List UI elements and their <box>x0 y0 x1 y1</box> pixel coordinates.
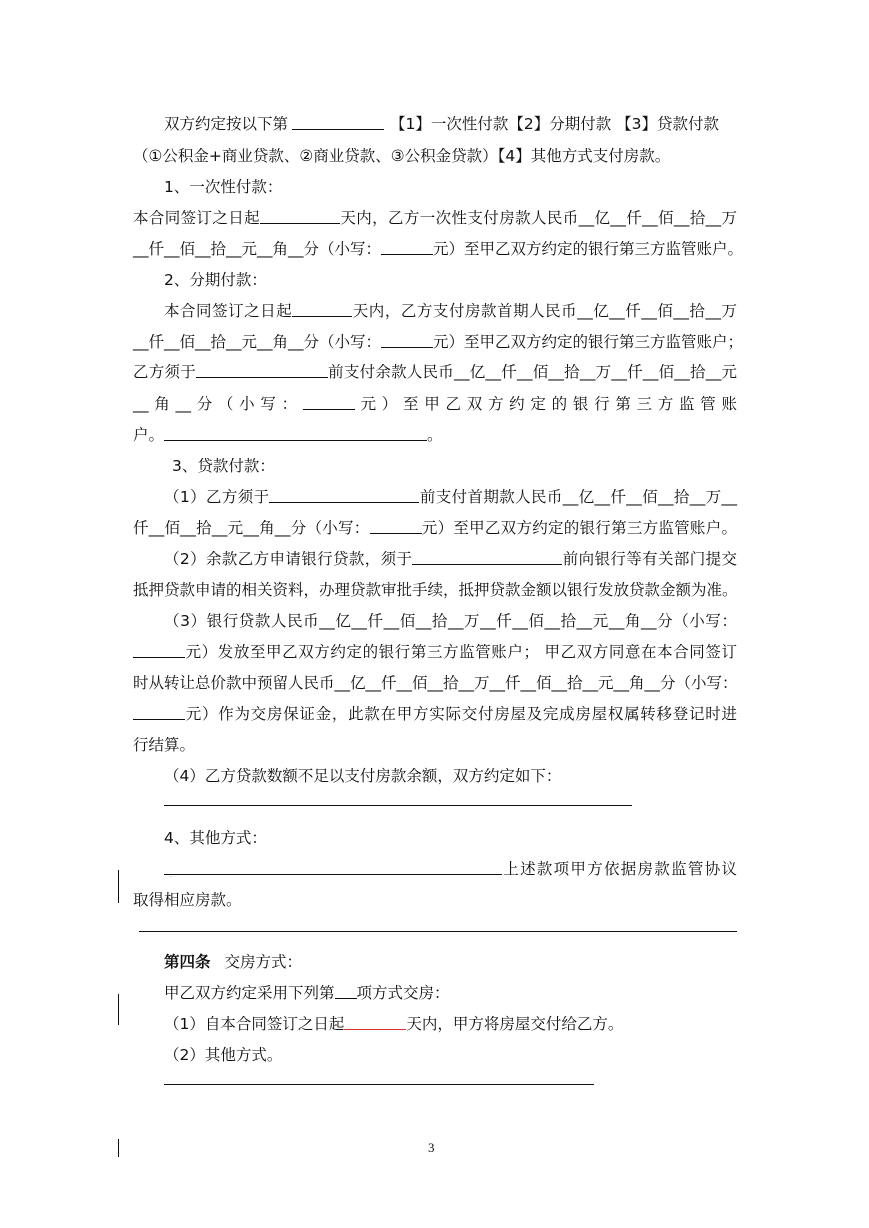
loan-line-3: （2）余款乙方申请银行贷款，须于 前向银行等有关部门提交 <box>164 550 737 568</box>
blank-field[interactable] <box>260 208 340 224</box>
revision-bar <box>118 994 119 1025</box>
delivery-line-1: 甲乙双方约定采用下列第 项方式交房： <box>164 984 450 1002</box>
revision-bar <box>118 870 119 903</box>
article-4-heading: 第四条 交房方式： <box>164 953 303 971</box>
loan-line-5: （3）银行贷款人民币__亿__仟__佰__拾__万__仟__佰__拾__元__角__分（小写： <box>164 612 737 630</box>
blank-field[interactable] <box>335 983 357 999</box>
loan-line-1: （1）乙方须于 前支付首期款人民币__亿__仟__佰__拾__万__ <box>164 488 737 506</box>
payment-method-line: 双方约定按以下第 【1】一次性付款【2】分期付款 【3】贷款付款 <box>164 115 720 133</box>
loan-line-6: 元）发放至甲乙双方约定的银行第三方监管账户； 甲乙双方同意在本合同签订 <box>133 642 737 662</box>
installment-line-3: 乙方须于 前支付余款人民币__亿__仟__佰__拾__万__仟__佰__拾__元 <box>133 363 737 381</box>
loan-line-10: （4）乙方贷款数额不足以支付房款余额，双方约定如下： <box>164 767 562 785</box>
blank-field[interactable] <box>269 487 419 503</box>
delivery-line-2: （1）自本合同签订之日起 天内，甲方将房屋交付给乙方。 <box>164 1015 624 1033</box>
delivery-line-3: （2）其他方式。 <box>164 1046 283 1064</box>
section-loan: 3、贷款付款： <box>172 457 275 475</box>
lump-sum-line-1: 本合同签订之日起 天内，乙方一次性支付房款人民币__亿__仟__佰__拾__万 <box>133 209 737 227</box>
page-number: 3 <box>428 1140 435 1155</box>
section-lump-sum: 1、一次性付款： <box>164 178 283 196</box>
loan-line-7: 时从转让总价款中预留人民币__亿__仟__佰__拾__万__仟__佰__拾__元__角__分（小写： <box>133 674 738 692</box>
installment-line-2: __仟__佰__拾__元__角__分（小写： 元）至甲乙双方约定的银行第三方监管账户； <box>133 333 744 351</box>
installment-line-1: 本合同签订之日起 天内，乙方支付房款首期人民币__亿__仟__佰__拾__万 <box>164 302 737 320</box>
blank-field[interactable] <box>133 642 185 658</box>
lump-sum-line-2: __仟__佰__拾__元__角__分（小写： 元）至甲乙双方约定的银行第三方监管账户。 <box>133 240 744 258</box>
blank-line[interactable] <box>164 790 632 810</box>
blank-field[interactable] <box>164 425 427 441</box>
blank-field[interactable] <box>133 704 185 720</box>
blank-field[interactable] <box>164 859 502 875</box>
article-4-title: 第四条 <box>164 953 211 971</box>
loan-line-9: 行结算。 <box>133 736 196 754</box>
mark: . <box>170 872 172 879</box>
blank-line[interactable] <box>164 1069 594 1089</box>
blank-field[interactable] <box>292 114 384 130</box>
installment-line-5: 户。 。 <box>133 426 443 444</box>
blank-field[interactable] <box>303 394 355 410</box>
section-divider <box>139 931 737 932</box>
blank-field[interactable] <box>381 332 433 348</box>
loan-line-8: 元）作为交房保证金，此款在甲方实际交付房屋及完成房屋权属转移登记时进 <box>133 704 737 724</box>
revision-bar <box>118 1139 119 1157</box>
other-line-2: 取得相应房款。 <box>133 891 242 909</box>
installment-line-4: __角__分（小写： 元）至甲乙双方约定的银行第三方监管账 <box>133 395 737 413</box>
blank-field[interactable] <box>196 362 328 378</box>
blank-field[interactable] <box>412 549 562 565</box>
other-line-1: 上述款项甲方依据房款监管协议 <box>164 859 737 879</box>
blank-field[interactable] <box>344 1014 406 1030</box>
loan-line-4: 抵押贷款申请的相关资料，办理贷款审批手续，抵押贷款金额以银行发放贷款金额为准。 <box>133 581 738 599</box>
section-other: 4、其他方式： <box>164 829 267 847</box>
payment-options-line: （①公积金+商业贷款、②商业贷款、③公积金贷款）【4】其他方式支付房款。 <box>133 147 671 165</box>
blank-field[interactable] <box>370 518 422 534</box>
blank-field[interactable] <box>381 239 433 255</box>
blank-field[interactable] <box>292 301 352 317</box>
section-installment: 2、分期付款： <box>164 271 267 289</box>
loan-line-2: 仟__佰__拾__元__角__分（小写： 元）至甲乙双方约定的银行第三方监管账户。 <box>133 519 737 537</box>
